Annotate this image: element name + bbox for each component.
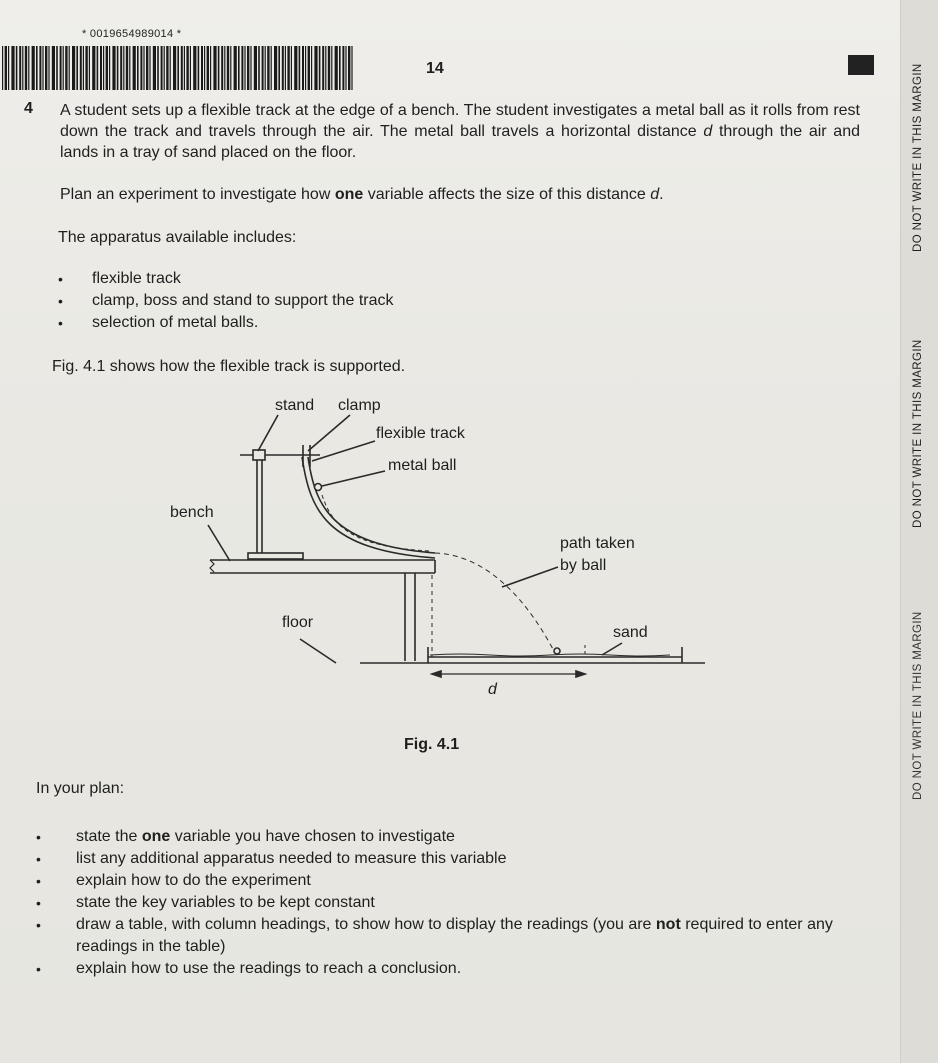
barcode-bar bbox=[325, 46, 326, 90]
barcode-bar bbox=[112, 46, 115, 90]
barcode-bar bbox=[166, 46, 168, 90]
barcode-bar bbox=[201, 46, 203, 90]
barcode-bar bbox=[238, 46, 240, 90]
barcode-bar bbox=[126, 46, 128, 90]
barcode-bar bbox=[190, 46, 191, 90]
barcode-bar bbox=[247, 46, 249, 90]
barcode-bar bbox=[109, 46, 110, 90]
bullet-icon: • bbox=[36, 895, 41, 911]
barcode-bar bbox=[308, 46, 310, 90]
barcode-bar bbox=[153, 46, 156, 90]
barcode-bar bbox=[278, 46, 280, 90]
leader-ball bbox=[322, 471, 385, 486]
plan-item-text: explain how to do the experiment bbox=[76, 872, 311, 889]
barcode-bar bbox=[227, 46, 229, 90]
plan-item-text-end: required to enter any readings in the table) bbox=[76, 916, 833, 955]
ball-trajectory bbox=[435, 553, 555, 653]
metal-ball-mark bbox=[315, 484, 322, 491]
barcode-bar bbox=[198, 46, 200, 90]
barcode-bar bbox=[5, 46, 7, 90]
barcode-bar bbox=[48, 46, 49, 90]
barcode-bar bbox=[335, 46, 338, 90]
bullet-icon: • bbox=[58, 293, 63, 309]
barcode-bar bbox=[221, 46, 223, 90]
barcode-bar bbox=[294, 46, 297, 90]
barcode-bar bbox=[348, 46, 350, 90]
barcode-bar bbox=[234, 46, 237, 90]
landed-ball bbox=[554, 648, 560, 654]
list-item bbox=[36, 958, 886, 980]
bullet-icon: • bbox=[36, 829, 41, 845]
apparatus-item: selection of metal balls. bbox=[92, 314, 259, 331]
list-item bbox=[36, 848, 886, 870]
plan-text-3: . bbox=[659, 186, 664, 203]
barcode-bar bbox=[291, 46, 292, 90]
barcode-bar bbox=[274, 46, 277, 90]
barcode bbox=[0, 46, 356, 90]
list-item bbox=[58, 312, 394, 334]
intro-text-1: A student sets up a flexible track at the edge of a bench. The student investigates a metal ball as it rolls from rest down the track and travels through the air. The metal ball travels a horizontal distance bbox=[60, 102, 860, 140]
barcode-bar bbox=[80, 46, 82, 90]
label-path-taken: path taken bbox=[560, 535, 635, 552]
list-item bbox=[36, 870, 886, 892]
question-number: 4 bbox=[24, 100, 33, 117]
barcode-bar bbox=[103, 46, 104, 90]
figure-reference: Fig. 4.1 shows how the flexible track is supported. bbox=[52, 358, 406, 375]
barcode-bar bbox=[39, 46, 41, 90]
margin-warning-2: DO NOT WRITE IN THIS MARGIN bbox=[912, 339, 924, 528]
leader-bench bbox=[208, 525, 230, 561]
barcode-bar bbox=[19, 46, 21, 90]
plan-list bbox=[36, 826, 886, 980]
plan-instruction bbox=[60, 184, 820, 205]
barcode-bar bbox=[282, 46, 284, 90]
barcode-bar bbox=[157, 46, 159, 90]
barcode-bar bbox=[100, 46, 102, 90]
list-item bbox=[36, 826, 886, 848]
barcode-bar bbox=[146, 46, 148, 90]
barcode-bar bbox=[345, 46, 346, 90]
barcode-bar bbox=[328, 46, 330, 90]
barcode-bar bbox=[244, 46, 245, 90]
barcode-bar bbox=[287, 46, 289, 90]
label-by-ball: by ball bbox=[560, 557, 607, 574]
barcode-bar bbox=[210, 46, 211, 90]
barcode-bar bbox=[164, 46, 165, 90]
barcode-bar bbox=[254, 46, 257, 90]
barcode-bar bbox=[258, 46, 260, 90]
registration-mark bbox=[848, 55, 874, 75]
barcode-bar bbox=[314, 46, 317, 90]
barcode-bar bbox=[140, 46, 142, 90]
barcode-bar bbox=[42, 46, 43, 90]
barcode-bar bbox=[339, 46, 341, 90]
bench-break bbox=[210, 560, 214, 572]
barcode-bar bbox=[106, 46, 108, 90]
apparatus-list bbox=[58, 268, 394, 334]
margin-warning-3: DO NOT WRITE IN THIS MARGIN bbox=[912, 611, 924, 800]
apparatus-item: flexible track bbox=[92, 270, 181, 287]
sand-surface bbox=[430, 654, 670, 656]
barcode-bar bbox=[170, 46, 171, 90]
plan-item-text: state the bbox=[76, 828, 142, 845]
leader-sand bbox=[602, 643, 622, 655]
bullet-icon: • bbox=[58, 315, 63, 331]
barcode-bar bbox=[193, 46, 196, 90]
barcode-bar bbox=[28, 46, 29, 90]
barcode-bar bbox=[52, 46, 55, 90]
list-item bbox=[36, 892, 886, 914]
barcode-bar bbox=[342, 46, 344, 90]
barcode-bar bbox=[89, 46, 90, 90]
label-sand: sand bbox=[613, 624, 648, 641]
plan-item-text-end: variable you have chosen to investigate bbox=[170, 828, 455, 845]
plan-item-bold: not bbox=[655, 916, 681, 933]
d-arrow-right bbox=[576, 671, 585, 677]
list-item bbox=[58, 290, 394, 312]
page-number: 14 bbox=[426, 60, 444, 77]
barcode-bar bbox=[177, 46, 179, 90]
plan-item-text: draw a table, with column headings, to show how to display the readings (you are bbox=[76, 916, 656, 933]
label-flexible-track: flexible track bbox=[376, 425, 465, 442]
plan-bold: one bbox=[334, 186, 364, 203]
leader-stand bbox=[258, 415, 278, 451]
leader-track bbox=[312, 441, 375, 461]
barcode-bar bbox=[117, 46, 119, 90]
barcode-bar bbox=[69, 46, 70, 90]
apparatus-item: clamp, boss and stand to support the track bbox=[92, 292, 394, 309]
barcode-bar bbox=[241, 46, 243, 90]
d-arrow-left bbox=[432, 671, 441, 677]
label-bench: bench bbox=[170, 504, 214, 521]
barcode-bar bbox=[173, 46, 176, 90]
barcode-bar bbox=[76, 46, 78, 90]
plan-item-text: explain how to use the readings to reach a conclusion. bbox=[76, 960, 462, 977]
barcode-bar bbox=[45, 46, 47, 90]
barcode-bar bbox=[311, 46, 312, 90]
apparatus-title: The apparatus available includes: bbox=[58, 229, 297, 246]
plan-text-1: Plan an experiment to investigate how bbox=[60, 186, 335, 203]
bullet-icon: • bbox=[36, 961, 41, 977]
plan-intro: In your plan: bbox=[36, 780, 125, 797]
barcode-bar bbox=[85, 46, 87, 90]
barcode-bar bbox=[92, 46, 95, 90]
barcode-bar bbox=[250, 46, 251, 90]
barcode-bar bbox=[305, 46, 306, 90]
plan-item-text: state the key variables to be kept constant bbox=[76, 894, 375, 911]
barcode-bar bbox=[230, 46, 231, 90]
plan-d: d bbox=[650, 186, 660, 203]
label-clamp: clamp bbox=[338, 397, 381, 414]
barcode-bar bbox=[322, 46, 324, 90]
barcode-bar bbox=[265, 46, 266, 90]
figure-caption: Fig. 4.1 bbox=[404, 736, 460, 753]
barcode-bar bbox=[267, 46, 269, 90]
barcode-bar bbox=[123, 46, 124, 90]
barcode-bar bbox=[161, 46, 163, 90]
question-intro bbox=[60, 100, 860, 163]
barcode-bar bbox=[129, 46, 130, 90]
barcode-bar bbox=[218, 46, 220, 90]
barcode-bar bbox=[319, 46, 321, 90]
barcode-bar bbox=[133, 46, 136, 90]
barcode-bar bbox=[63, 46, 64, 90]
barcode-bar bbox=[25, 46, 27, 90]
barcode-bar bbox=[207, 46, 209, 90]
barcode-number: * 0019654989014 * bbox=[82, 28, 182, 40]
boss bbox=[253, 450, 265, 460]
leader-clamp bbox=[308, 415, 350, 451]
barcode-bar bbox=[56, 46, 58, 90]
barcode-bar bbox=[271, 46, 272, 90]
barcode-bar bbox=[213, 46, 216, 90]
bullet-icon: • bbox=[36, 851, 41, 867]
barcode-bar bbox=[8, 46, 9, 90]
barcode-bar bbox=[331, 46, 332, 90]
intro-text-2: through the air and lands in a tray of sand placed on the floor. bbox=[60, 123, 860, 161]
barcode-bar bbox=[65, 46, 67, 90]
list-item bbox=[58, 268, 394, 290]
barcode-bar bbox=[11, 46, 14, 90]
barcode-bar bbox=[120, 46, 122, 90]
plan-item-bold: one bbox=[141, 828, 171, 845]
bullet-icon: • bbox=[58, 271, 63, 287]
list-item bbox=[36, 914, 886, 958]
barcode-bar bbox=[302, 46, 304, 90]
barcode-bar bbox=[36, 46, 38, 90]
leader-floor bbox=[300, 639, 336, 663]
barcode-bar bbox=[72, 46, 75, 90]
barcode-bar bbox=[97, 46, 99, 90]
plan-text-2: variable affects the size of this distance bbox=[363, 186, 651, 203]
barcode-bar bbox=[262, 46, 264, 90]
label-d: d bbox=[488, 681, 497, 698]
margin-warning-1: DO NOT WRITE IN THIS MARGIN bbox=[912, 63, 924, 252]
barcode-bar bbox=[299, 46, 301, 90]
plan-item-text: list any additional apparatus needed to measure this variable bbox=[76, 850, 507, 867]
barcode-bar bbox=[224, 46, 225, 90]
barcode-bar bbox=[186, 46, 188, 90]
barcode-bar bbox=[22, 46, 23, 90]
bullet-icon: • bbox=[36, 917, 41, 933]
intro-d: d bbox=[703, 123, 713, 140]
barcode-bar bbox=[285, 46, 286, 90]
barcode-bar bbox=[351, 46, 352, 90]
barcode-bar bbox=[149, 46, 150, 90]
barcode-bar bbox=[2, 46, 3, 90]
barcode-bar bbox=[184, 46, 185, 90]
barcode-bar bbox=[32, 46, 35, 90]
barcode-bar bbox=[60, 46, 62, 90]
barcode-bar bbox=[181, 46, 183, 90]
barcode-bar bbox=[83, 46, 84, 90]
barcode-bar bbox=[143, 46, 144, 90]
barcode-bar bbox=[137, 46, 139, 90]
bullet-icon: • bbox=[36, 873, 41, 889]
label-floor: floor bbox=[282, 614, 314, 631]
leader-path bbox=[502, 567, 558, 587]
barcode-bar bbox=[16, 46, 18, 90]
stand-base bbox=[248, 553, 303, 559]
barcode-bar bbox=[204, 46, 205, 90]
label-metal-ball: metal ball bbox=[388, 457, 457, 474]
label-stand: stand bbox=[275, 397, 315, 414]
